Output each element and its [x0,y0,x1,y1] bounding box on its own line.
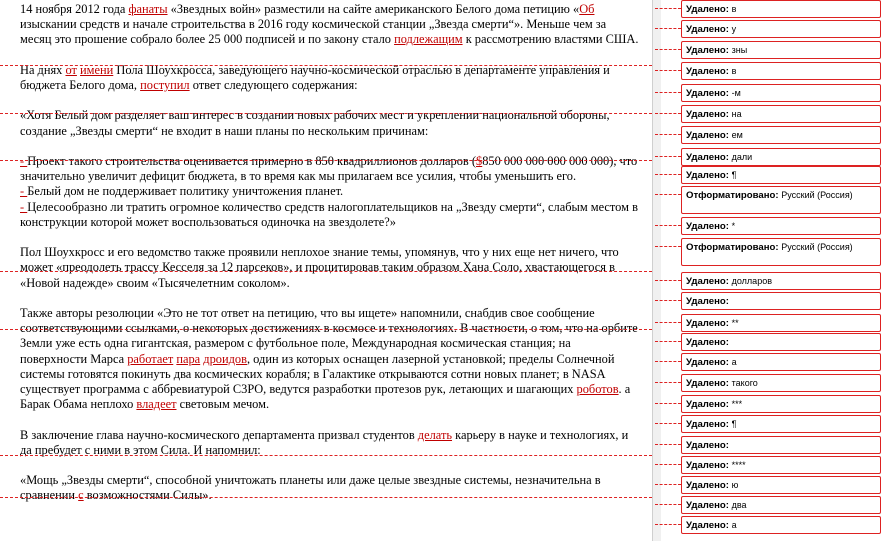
paragraph-1[interactable] [20,2,640,48]
balloon-leader [655,28,681,29]
balloon-label: Удалено: [686,109,729,120]
balloon-label: Удалено: [686,24,729,35]
balloon-label: Удалено: [686,88,729,99]
paragraph-4[interactable] [20,154,640,230]
inserted-text: - [20,184,28,199]
balloon-label: Удалено: [686,440,729,451]
balloon-leader [655,280,681,281]
balloon-leader [655,113,681,114]
inserted-text: от [65,62,77,77]
revision-balloon[interactable] [681,374,881,392]
inserted-text: подлежащим [394,32,463,47]
revision-balloon[interactable] [681,186,881,214]
inserted-text: имени [80,62,114,77]
paragraph-8[interactable] [20,473,640,503]
inserted-text: владеет [136,397,177,412]
document-body[interactable] [20,2,640,504]
balloon-leader [655,92,681,93]
inserted-text: работает [127,351,174,366]
paragraph-6[interactable] [20,306,640,412]
balloon-content: такого [731,378,758,388]
balloon-label: Удалено: [686,276,729,287]
change-separator [0,497,652,498]
balloon-label: Удалено: [686,460,729,471]
revision-balloon[interactable] [681,395,881,413]
balloon-label: Удалено: [686,4,729,15]
text-run: На днях [20,62,66,77]
balloon-leader [655,361,681,362]
balloon-content: а [731,520,737,530]
balloon-label: Удалено: [686,45,729,56]
balloon-content: на [731,109,742,119]
inserted-text: поступил [140,78,190,92]
revision-balloon[interactable] [681,126,881,144]
inserted-text: - [20,153,28,168]
change-separator [0,271,652,272]
revision-balloon[interactable] [681,272,881,290]
balloon-label: Отформатировано: [686,242,779,253]
revision-balloon[interactable] [681,166,881,184]
text-run: Также авторы резолюции «Это не тот ответ на петицию, что вы ищете» напомнили, снабдив свое сообщение соответствующими ссылками, о некоторых достижениях в космосе и технологиях. В частности, о том, что на орбите Земли уже есть одна гигантская, размером с футбольное поле, Международная космическая станция; на поверхности Марса [20,305,638,366]
balloon-leader [655,225,681,226]
text-run: Проект такого строительства оценивается примерно в 850 квадриллионов долларов ( [27,153,477,168]
inserted-text: фанаты [128,2,168,16]
text-run: карьеру в науке и технологиях, и да пребудет с ними в этом Сила. И напомнил: [20,427,629,457]
balloon-label: Удалено: [686,520,729,531]
balloon-leader [655,322,681,323]
revision-balloon[interactable] [681,62,881,80]
balloon-content: два [731,500,747,510]
revision-balloon[interactable] [681,217,881,235]
revision-balloon[interactable] [681,0,881,18]
balloon-leader [655,403,681,404]
paragraph-7[interactable] [20,428,640,458]
balloon-label: Удалено: [686,378,729,389]
balloon-label: Удалено: [686,152,729,163]
balloon-content: Русский (Россия) [781,190,853,200]
revision-balloon[interactable] [681,238,881,266]
text-run: ответ следующего содержания: [189,78,358,92]
inserted-text: роботов [576,382,619,396]
balloon-leader [655,524,681,525]
paragraph-5[interactable] [20,245,640,291]
balloon-label: Удалено: [686,337,729,348]
balloon-content: ¶ [731,419,737,429]
change-separator [0,455,652,456]
balloon-content: ем [731,130,743,140]
balloon-leader [655,423,681,424]
revision-balloon[interactable] [681,41,881,59]
balloon-leader [655,70,681,71]
revision-balloon[interactable] [681,436,881,454]
text-run: 850 000 000 000 000 000), что значительно увеличит дефицит бюджета, в то время как мы прилагаем все усилия, чтобы уменьшить его. [20,153,638,184]
balloon-content: в [731,66,737,76]
balloon-label: Удалено: [686,221,729,232]
change-separator [0,329,652,330]
inserted-text: пара [176,351,201,366]
text-run: «Мощь „Звезды смерти“, способной уничтожать планеты или даже целые звездные системы, незначительна в сравнении [20,473,601,503]
revision-balloon[interactable] [681,105,881,123]
balloon-leader [655,156,681,157]
balloon-leader [655,464,681,465]
balloon-leader [655,194,681,195]
balloon-label: Удалено: [686,130,729,141]
text-run: изыскании средств и начале строительства в 2016 году космической станции „Звезда смерти“». Меньше чем за месяц это прошение собрало более 25 000 подписей и по закону стало [20,17,607,47]
text-run: 14 ноября 2012 года [20,2,129,16]
balloon-label: Отформатировано: [686,190,779,201]
balloon-content: Русский (Россия) [781,242,853,252]
revision-balloon[interactable] [681,314,881,332]
inserted-text: делать [417,427,453,442]
inserted-text: - [20,199,28,214]
balloon-content: ¶ [731,170,737,180]
balloon-content: -м [731,88,741,98]
text-run: Целесообразно ли тратить огромное количество средств налогоплательщиков на „Звезду смерти“, слабым местом в конструкции которой может воспользоваться одиночка на звездолете?» [20,199,638,229]
balloon-label: Удалено: [686,480,729,491]
balloon-content: * [731,221,736,231]
balloon-content: дали [731,152,753,162]
paragraph-2[interactable] [20,63,640,93]
revision-balloon[interactable] [681,516,881,534]
paragraph-3[interactable]: «Хотя Белый дом разделяет ваш интерес в создании новых рабочих мест и укреплении национальной обороны, создание „Звезды смерти“ не входит в наши планы по нескольким причинам: [20,108,610,138]
revision-balloon[interactable] [681,292,881,310]
balloon-label: Удалено: [686,296,729,307]
change-separator [0,65,652,66]
revision-balloon[interactable] [681,333,881,351]
balloon-leader [655,504,681,505]
balloon-label: Удалено: [686,419,729,430]
text-run: к рассмотрению властями США. [462,32,639,47]
inserted-text: $ [476,153,483,168]
balloon-leader [655,174,681,175]
balloon-content: долларов [731,276,772,286]
balloon-label: Удалено: [686,500,729,511]
revision-balloon[interactable] [681,415,881,433]
balloon-leader [655,300,681,301]
balloon-content: у [731,24,737,34]
balloon-leader [655,341,681,342]
text-run: Белый дом не поддерживает политику уничтожения планет. [27,184,344,199]
change-separator [0,113,652,114]
balloon-leader [655,246,681,247]
balloon-label: Удалено: [686,399,729,410]
balloon-leader [655,444,681,445]
balloon-content: ** [731,318,739,328]
revision-balloon[interactable] [681,20,881,38]
text-run: «Звездных войн» разместили на сайте американского Белого дома петицию « [167,2,580,16]
revision-balloon[interactable] [681,84,881,102]
balloon-content: зны [731,45,748,55]
balloon-leader [655,134,681,135]
balloon-label: Удалено: [686,170,729,181]
inserted-text: дроидов [203,351,247,366]
text-run: В заключение глава научно-космического департамента призвал студентов [20,427,418,442]
text-run: световым мечом. [176,397,270,412]
balloon-leader [655,8,681,9]
balloon-leader [655,49,681,50]
balloon-label: Удалено: [686,357,729,368]
balloon-leader [655,484,681,485]
balloon-label: Удалено: [686,318,729,329]
inserted-text: с [78,488,84,503]
text-run: возможностями Силы». [83,488,212,503]
balloon-content: *** [731,399,743,409]
revision-balloon[interactable] [681,353,881,371]
revision-balloon[interactable] [681,496,881,514]
text-run: , один из которых оснащен лазерной установкой; пределы Солнечной системы готовятся покинуть два космических корабля; в Галактике открываются сотни новых планет; в NASA существует программа с аббревиатурой C3PO, ведутся разработки протезов рук, летающих и шагающих [20,351,615,396]
balloon-leader [655,382,681,383]
balloon-content: а [731,357,737,367]
revision-balloon[interactable] [681,148,881,166]
text-run: Пола Шоухкросса, заведующего научно-космической отраслью в департаменте управления и бюджета Белого дома, [20,62,610,92]
text-run: Пол Шоухкросс и его ведомство также проявили неплохое знание темы, упомянув, что у них еще нет ничего, что может «преодолеть трассу Кесселя за 12 парсеков», и процитировав таким образом Хана Соло, хвастающегося в «Новой надежде» своим «Тысячелетним соколом». [20,245,619,290]
inserted-text: Об [579,2,595,16]
revision-balloon[interactable] [681,476,881,494]
balloon-content: ю [731,480,739,490]
balloon-content: в [731,4,737,14]
revision-balloon[interactable] [681,456,881,474]
balloon-content: **** [731,460,746,470]
change-separator [0,160,652,161]
balloon-label: Удалено: [686,66,729,77]
text-run: . а Барак Обама неплохо [20,382,631,412]
